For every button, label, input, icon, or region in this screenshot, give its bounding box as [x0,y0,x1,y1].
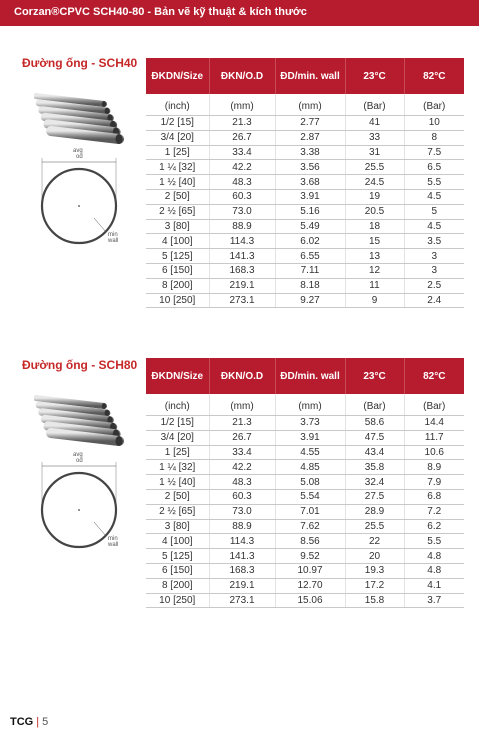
table-cell: 219.1 [209,278,275,293]
table-cell: 88.9 [209,519,275,534]
table-cell: 3.7 [404,593,464,608]
table-cell: 42.2 [209,160,275,175]
column-header: ĐKDN/Size [146,58,209,94]
table-cell: 11 [345,278,404,293]
table-cell: 4 [100] [146,234,209,249]
table-cell: 4.8 [404,563,464,578]
table-cell: 18 [345,219,404,234]
avg-od-label: od [76,154,83,160]
table-cell: 2 ½ [65] [146,504,209,519]
avg-od-label: avg [73,148,83,154]
avg-od-label: od [76,458,83,464]
table-cell: 73.0 [209,504,275,519]
table-cell: 19 [345,189,404,204]
unit-cell: (inch) [146,94,209,116]
table-cell: 2.77 [275,116,345,131]
table-row [146,578,464,593]
table-cell: 33.4 [209,445,275,460]
table-header-row [146,358,464,394]
table-cell: 8 [200] [146,278,209,293]
table-cell: 42.2 [209,460,275,475]
table-cell: 4.5 [404,219,464,234]
table-cell: 10.97 [275,563,345,578]
table-cell: 2.87 [275,130,345,145]
unit-cell: (mm) [209,94,275,116]
table-cell: 5 [125] [146,249,209,264]
table-cell: 8.9 [404,460,464,475]
table-cell: 48.3 [209,475,275,490]
table-cell: 3 [80] [146,519,209,534]
table-cell: 5.08 [275,475,345,490]
table-cell: 5.54 [275,489,345,504]
table-cell: 4.55 [275,445,345,460]
table-cell: 9 [345,293,404,308]
units-row [146,94,464,116]
table-cell: 60.3 [209,189,275,204]
column-header: ĐKN/O.D [209,358,275,394]
table-cell: 3 [404,263,464,278]
table-cell: 114.3 [209,534,275,549]
table-cell: 5.5 [404,534,464,549]
table-cell: 7.11 [275,263,345,278]
table-cell: 21.3 [209,416,275,431]
table-row [146,549,464,564]
column-header: ĐKN/O.D [209,58,275,94]
pipe-bundle-image [34,390,124,446]
column-header: ĐD/min. wall [275,58,345,94]
table-cell: 5 [404,204,464,219]
unit-cell: (Bar) [404,94,464,116]
table-cell: 1 [25] [146,145,209,160]
table-row [146,278,464,293]
section-title: Đường ống - SCH80 [22,358,138,372]
table-cell: 10 [250] [146,593,209,608]
column-header: 23°C [345,358,404,394]
table-cell: 5.49 [275,219,345,234]
table-cell: 1 ½ [40] [146,175,209,190]
table-cell: 43.4 [345,445,404,460]
unit-cell: (Bar) [404,394,464,416]
table-row [146,189,464,204]
table-cell: 1 ½ [40] [146,475,209,490]
table-cell: 2 ½ [65] [146,204,209,219]
table-cell: 4 [100] [146,534,209,549]
table-cell: 27.5 [345,489,404,504]
header-bar [0,0,479,26]
page-number: 5 [42,716,49,728]
column-header: 82°C [404,358,464,394]
table-cell: 26.7 [209,430,275,445]
table-cell: 22 [345,534,404,549]
table-cell: 35.8 [345,460,404,475]
table-cell: 273.1 [209,593,275,608]
table-cell: 88.9 [209,219,275,234]
table-cell: 58.6 [345,416,404,431]
table-row [146,504,464,519]
table-cell: 14.4 [404,416,464,431]
table-row [146,430,464,445]
table-cell: 141.3 [209,549,275,564]
unit-cell: (mm) [209,394,275,416]
table-cell: 3 [404,249,464,264]
table-cell: 26.7 [209,130,275,145]
table-cell: 9.27 [275,293,345,308]
table-cell: 3.38 [275,145,345,160]
unit-cell: (Bar) [345,94,404,116]
unit-cell: (mm) [275,94,345,116]
table-cell: 168.3 [209,563,275,578]
table-cell: 1 ¼ [32] [146,160,209,175]
table-cell: 25.5 [345,519,404,534]
table-cell: 6.55 [275,249,345,264]
section-title: Đường ống - SCH40 [22,56,138,70]
min-wall-label: min [108,536,118,542]
table-cell: 3.91 [275,430,345,445]
table-cell: 6 [150] [146,563,209,578]
pipe-bundle-image [34,88,124,144]
table-row [146,145,464,160]
table-cell: 24.5 [345,175,404,190]
table-cell: 2 [50] [146,189,209,204]
unit-cell: (Bar) [345,394,404,416]
table-cell: 32.4 [345,475,404,490]
table-cell: 13 [345,249,404,264]
table-cell: 10.6 [404,445,464,460]
pipe-cross-section-diagram [36,148,122,252]
unit-cell: (mm) [275,394,345,416]
table-cell: 7.2 [404,504,464,519]
pipe-cross-section-diagram [36,452,122,556]
table-cell: 273.1 [209,293,275,308]
table-cell: 8 [200] [146,578,209,593]
table-cell: 6.2 [404,519,464,534]
table-cell: 2.4 [404,293,464,308]
table-cell: 8 [404,130,464,145]
table-cell: 6.02 [275,234,345,249]
column-header: 82°C [404,58,464,94]
table-row [146,160,464,175]
unit-cell: (inch) [146,394,209,416]
table-cell: 4.5 [404,189,464,204]
table-cell: 3.56 [275,160,345,175]
table-cell: 7.9 [404,475,464,490]
table-cell: 15.8 [345,593,404,608]
table-cell: 6.8 [404,489,464,504]
table-cell: 15 [345,234,404,249]
table-row [146,204,464,219]
table-cell: 19.3 [345,563,404,578]
table-cell: 10 [404,116,464,131]
table-row [146,445,464,460]
table-cell: 33.4 [209,145,275,160]
table-cell: 3.91 [275,189,345,204]
avg-od-label: avg [73,452,83,458]
table-cell: 5.16 [275,204,345,219]
table-cell: 20.5 [345,204,404,219]
table-cell: 25.5 [345,160,404,175]
table-cell: 10 [250] [146,293,209,308]
table-row [146,475,464,490]
table-row [146,175,464,190]
table-cell: 6 [150] [146,263,209,278]
spec-table [146,358,464,608]
column-header: ĐKDN/Size [146,358,209,394]
table-cell: 12 [345,263,404,278]
table-cell: 8.18 [275,278,345,293]
min-wall-label: wall [108,542,119,548]
table-cell: 20 [345,549,404,564]
table-row [146,249,464,264]
table-cell: 12.70 [275,578,345,593]
table-cell: 60.3 [209,489,275,504]
units-row [146,394,464,416]
table-row [146,234,464,249]
table-cell: 114.3 [209,234,275,249]
page-footer [10,716,48,728]
table-cell: 47.5 [345,430,404,445]
table-cell: 6.5 [404,160,464,175]
spec-table [146,58,464,308]
table-cell: 7.01 [275,504,345,519]
table-cell: 3.68 [275,175,345,190]
column-header: 23°C [345,58,404,94]
table-row [146,489,464,504]
footer-brand: TCG [10,716,34,728]
table-cell: 33 [345,130,404,145]
table-cell: 8.56 [275,534,345,549]
table-row [146,293,464,308]
table-cell: 21.3 [209,116,275,131]
table-cell: 9.52 [275,549,345,564]
table-cell: 28.9 [345,504,404,519]
table-cell: 41 [345,116,404,131]
table-row [146,116,464,131]
table-cell: 17.2 [345,578,404,593]
table-cell: 1 ¼ [32] [146,460,209,475]
table-row [146,460,464,475]
table-row [146,263,464,278]
header-title: Corzan®CPVC SCH40-80 - Bản vẽ kỹ thuật & kích thước [14,6,307,18]
table-cell: 141.3 [209,249,275,264]
min-wall-label: min [108,232,118,238]
table-cell: 31 [345,145,404,160]
table-row [146,593,464,608]
table-row [146,519,464,534]
table-cell: 5.5 [404,175,464,190]
table-cell: 15.06 [275,593,345,608]
table-row [146,130,464,145]
table-cell: 73.0 [209,204,275,219]
table-row [146,219,464,234]
table-header-row [146,58,464,94]
footer-separator: | [36,716,40,728]
table-cell: 3 [80] [146,219,209,234]
table-cell: 1/2 [15] [146,416,209,431]
table-cell: 3.5 [404,234,464,249]
table-cell: 7.62 [275,519,345,534]
table-cell: 4.85 [275,460,345,475]
table-row [146,534,464,549]
table-cell: 3/4 [20] [146,430,209,445]
table-row [146,416,464,431]
table-cell: 1 [25] [146,445,209,460]
table-cell: 48.3 [209,175,275,190]
min-wall-label: wall [108,238,119,244]
table-cell: 3.73 [275,416,345,431]
table-cell: 2 [50] [146,489,209,504]
table-row [146,563,464,578]
table-cell: 5 [125] [146,549,209,564]
table-cell: 168.3 [209,263,275,278]
column-header: ĐD/min. wall [275,358,345,394]
table-cell: 219.1 [209,578,275,593]
table-cell: 7.5 [404,145,464,160]
table-cell: 4.1 [404,578,464,593]
table-cell: 1/2 [15] [146,116,209,131]
table-cell: 11.7 [404,430,464,445]
table-cell: 2.5 [404,278,464,293]
table-cell: 4.8 [404,549,464,564]
table-cell: 3/4 [20] [146,130,209,145]
